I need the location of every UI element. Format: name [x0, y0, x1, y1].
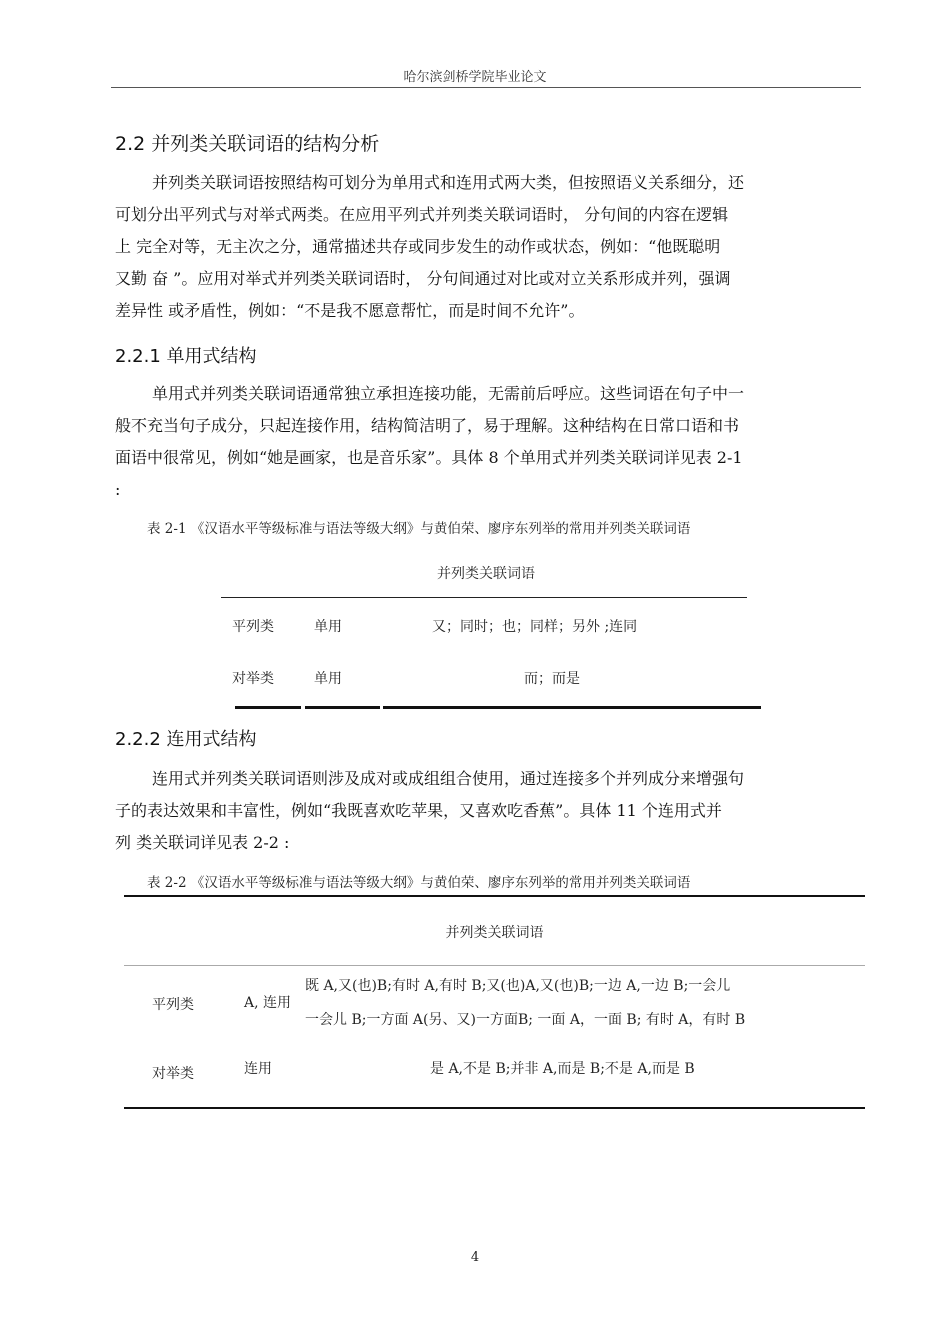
table-rule: [221, 597, 747, 598]
table-cell-words: 一会儿 B;一方面 A(另、又)一方面B; 一面 A，一面 B; 有时 A，有时 B: [305, 1012, 746, 1028]
sub1-para-line: 面语中很常见，例如“她是画家，也是音乐家”。具体 8 个单用式并列类关联词详见表 2-1: [115, 448, 743, 467]
table-cell-form: 单用: [314, 619, 342, 635]
table-cell-words: 是 A,不是 B;并非 A,而是 B;不是 A,而是 B: [430, 1061, 695, 1077]
table-cell-type: 平列类: [232, 619, 274, 635]
table-caption: 表 2-1 《汉语水平等级标准与语法等级大纲》与黄伯荣、廖序东列举的常用并列类关联词语: [147, 521, 691, 537]
subsection-heading: 2.2.2 连用式结构: [115, 729, 257, 750]
section-para-line: 差异性 或矛盾性，例如：“不是我不愿意帮忙，而是时间不允许”。: [115, 301, 585, 320]
sub1-para-line: :: [115, 480, 121, 499]
table-cell-words: 既 A,又(也)B;有时 A,有时 B;又(也)A,又(也)B;一边 A,一边 B;一会儿: [305, 978, 731, 994]
table-bottom-rule: [235, 706, 301, 709]
table-cell-words: 又；同时；也；同样；另外 ;连同: [432, 619, 638, 635]
table-cell-words: 而；而是: [524, 671, 580, 687]
running-header: 哈尔滨剑桥学院毕业论文: [403, 70, 547, 85]
table-cell-type: 对举类: [152, 1066, 194, 1082]
table-caption: 表 2-2 《汉语水平等级标准与语法等级大纲》与黄伯荣、廖序东列举的常用并列类关联词语: [147, 875, 691, 891]
section-para-line: 上 完全对等，无主次之分，通常描述共存或同步发生的动作或状态，例如：“他既聪明: [115, 237, 721, 256]
section-heading: 2.2 并列类关联词语的结构分析: [115, 133, 380, 155]
table-cell-type: 平列类: [152, 997, 194, 1013]
table-bottom-rule: [305, 706, 380, 709]
table-bottom-rule: [383, 706, 761, 709]
subsection-heading: 2.2.1 单用式结构: [115, 346, 257, 367]
page-number: 4: [470, 1250, 480, 1265]
section-para-line: 又勤 奋 ”。应用对举式并列类关联词语时， 分句间通过对比或对立关系形成并列，强调: [115, 269, 731, 288]
sub2-para-line: 连用式并列类关联词语则涉及成对或成组组合使用，通过连接多个并列成分来增强句: [152, 769, 745, 788]
table-cell-form: A, 连用: [244, 995, 292, 1011]
sub2-para-line: 列 类关联词详见表 2-2 :: [115, 833, 290, 852]
table-rule: [124, 965, 865, 966]
table-cell-form: 单用: [314, 671, 342, 687]
table-header: 并列类关联词语: [437, 566, 535, 582]
sub2-para-line: 子的表达效果和丰富性，例如“我既喜欢吃苹果，又喜欢吃香蕉”。具体 11 个连用式并: [115, 801, 722, 820]
sub1-para-line: 般不充当句子成分，只起连接作用，结构简洁明了，易于理解。这种结构在日常口语和书: [115, 416, 740, 435]
section-para-line: 并列类关联词语按照结构可划分为单用式和连用式两大类，但按照语义关系细分，还: [152, 173, 745, 192]
header-rule: [111, 87, 861, 88]
section-para-line: 可划分出平列式与对举式两类。在应用平列式并列类关联词语时， 分句间的内容在逻辑: [115, 205, 729, 224]
sub1-para-line: 单用式并列类关联词语通常独立承担连接功能，无需前后呼应。这些词语在句子中一: [152, 384, 745, 403]
table-bottom-rule: [124, 1107, 865, 1109]
table-cell-type: 对举类: [232, 671, 274, 687]
table-header: 并列类关联词语: [445, 925, 544, 941]
table-cell-form: 连用: [244, 1061, 272, 1077]
table-top-rule: [124, 895, 865, 897]
